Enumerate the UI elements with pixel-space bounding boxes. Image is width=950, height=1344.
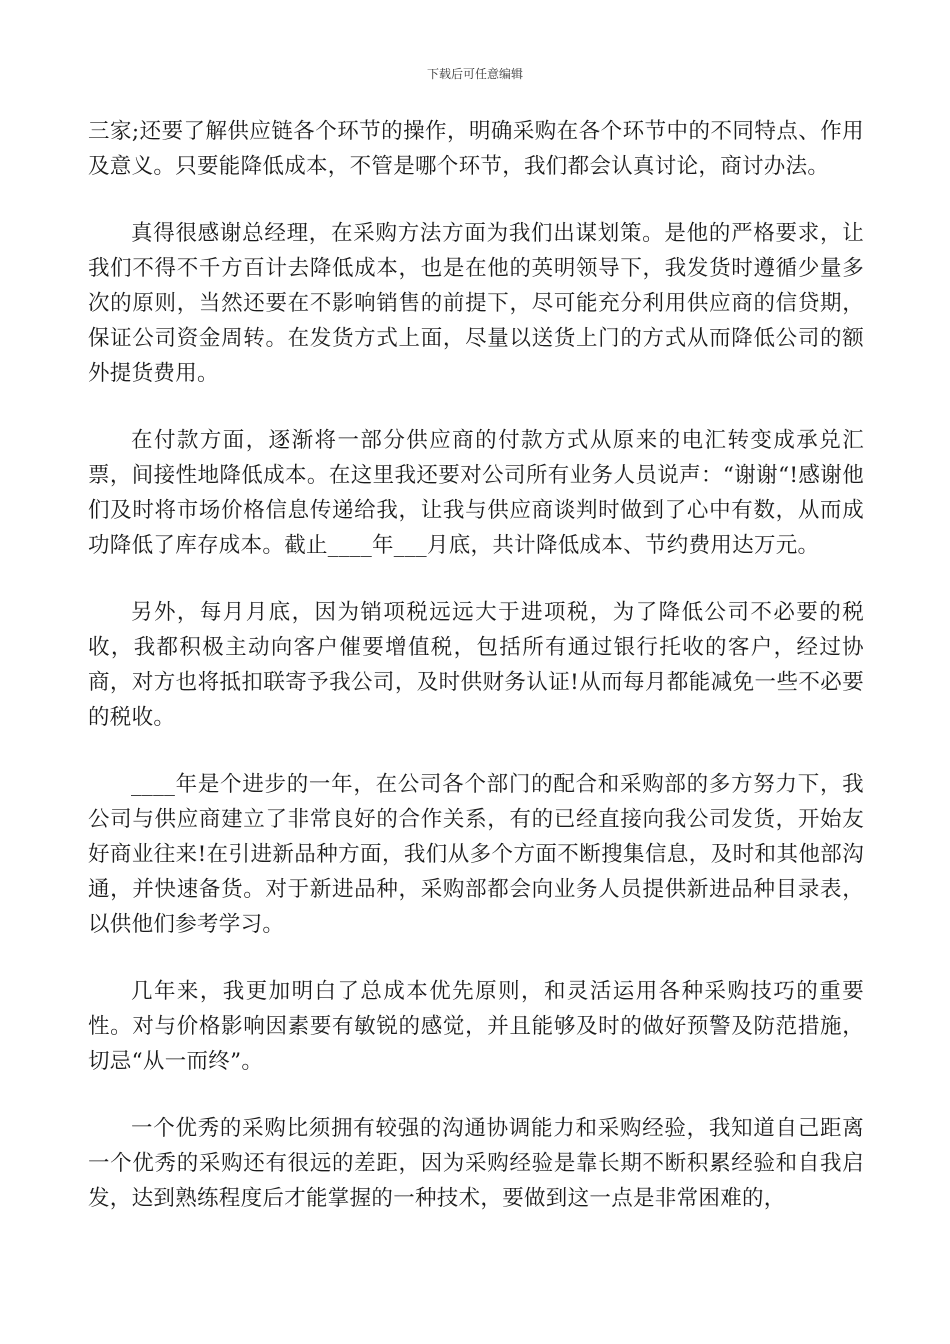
page-header: 下载后可任意编辑 <box>426 67 523 81</box>
paragraph-1: 三家;还要了解供应链各个环节的操作，明确采购在各个环节中的不同特点、作用及意义。只要能降低成本，不管是哪个环节，我们都会认真讨论，商讨办法。 <box>88 119 864 179</box>
paragraph-6: 几年来，我更加明白了总成本优先原则，和灵活运用各种采购技巧的重要性。对与价格影响因素要有敏锐的感觉，并且能够及时的做好预警及防范措施，切忌“从一而终”。 <box>88 979 864 1074</box>
paragraph-2: 真得很感谢总经理，在采购方法方面为我们出谋划策。是他的严格要求，让我们不得不千方百计去降低成本，也是在他的英明领导下，我发货时遵循少量多次的原则，当然还要在不影响销售的前提下，尽可能充分利用供应商的信贷期，保证公司资金周转。在发货方式上面，尽量以送货上门的方式从而降低公司的额外提货费用。 <box>88 221 864 386</box>
paragraph-4: 另外，每月月底，因为销项税远远大于进项税，为了降低公司不必要的税收，我都积极主动向客户催要增值税，包括所有通过银行托收的客户，经过协商，对方也将抵扣联寄予我公司，及时供财务认证!从而每月都能减免一些不必要的税收。 <box>88 600 864 730</box>
document-body <box>88 114 864 1248</box>
paragraph-5: ____年是个进步的一年，在公司各个部门的配合和采购部的多方努力下，我公司与供应商建立了非常良好的合作关系，有的已经直接向我公司发货，开始友好商业往来!在引进新品种方面，我们从多个方面不断搜集信息，及时和其他部沟通，并快速备货。对于新进品种，采购部都会向业务人员提供新进品种目录表，以供他们参考学习。 <box>88 772 864 937</box>
paragraph-3: 在付款方面，逐渐将一部分供应商的付款方式从原来的电汇转变成承兑汇票，间接性地降低成本。在这里我还要对公司所有业务人员说声：“谢谢“!感谢他们及时将市场价格信息传递给我，让我与供应商谈判时做到了心中有数，从而成功降低了库存成本。截止____年___月底，共计降低成本、节约费用达万元。 <box>88 428 864 558</box>
paragraph-7: 一个优秀的采购比须拥有较强的沟通协调能力和采购经验，我知道自己距离一个优秀的采购还有很远的差距，因为采购经验是靠长期不断积累经验和自我启发，达到熟练程度后才能掌握的一种技术，要做到这一点是非常困难的， <box>88 1116 864 1211</box>
